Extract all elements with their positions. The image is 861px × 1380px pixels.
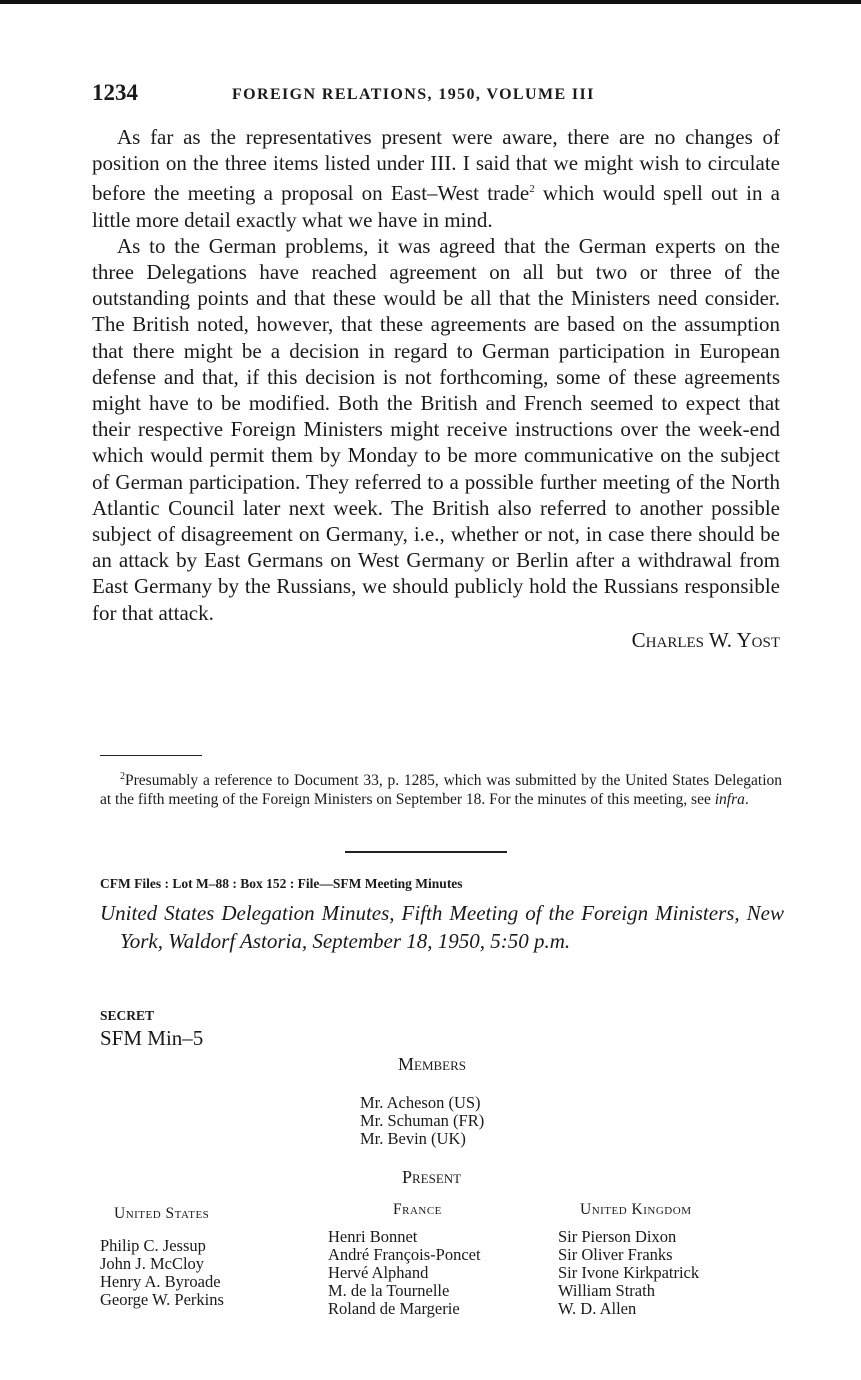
- united-states-column: [100, 1205, 224, 1309]
- france-column: [328, 1201, 481, 1318]
- page-number: 1234: [92, 80, 138, 105]
- united-kingdom-column: [558, 1201, 699, 1318]
- attendee-name: George W. Perkins: [100, 1290, 224, 1309]
- footnote-end: .: [744, 790, 749, 808]
- member-item: Mr. Acheson (US): [360, 1093, 481, 1112]
- footnote-reference: 2: [529, 183, 535, 196]
- attendee-name: Henry A. Byroade: [100, 1272, 221, 1291]
- footnote-divider: [100, 755, 202, 756]
- present-heading: Present: [402, 1167, 462, 1187]
- document-number: SFM Min–5: [100, 1026, 204, 1050]
- footnote-mark: 2: [120, 771, 125, 782]
- running-title: FOREIGN RELATIONS, 1950, VOLUME III: [232, 86, 595, 103]
- paragraph-1: [92, 124, 780, 233]
- page-top-border: [0, 0, 861, 4]
- attendee-name: M. de la Tournelle: [328, 1281, 450, 1300]
- attendee-name: Roland de Margerie: [328, 1299, 460, 1318]
- paragraph-2: As to the German problems, it was agreed that the German experts on the three Delegations have reached agreement on all but two or three of the outstanding points and that these would be all that the Ministers need consider. The British noted, however, that these agreements are based on the assumption that there might be a decision in regard to German participation in European defense and that, if this decision is not forthcoming, some of these agreements might have to be modified. Both the British and French seemed to expect that their respective Foreign Ministers might receive instructions over the week-end which would permit them by Monday to be more communicative on the subject of German participation. They referred to a possible further meeting of the North Atlantic Council later next week. The British also referred to another possible subject of disagreement on Germany, i.e., whether or not, in case there should be an attack by East Germans on West Germany or Berlin after a withdrawal from East Germany by the Russians, we should publicly hold the Russians responsible for that attack.: [92, 233, 780, 625]
- footnote-italic-ref: infra: [714, 790, 745, 808]
- attendee-name: Sir Pierson Dixon: [558, 1227, 677, 1246]
- member-item: Mr. Bevin (UK): [360, 1129, 466, 1148]
- members-heading: Members: [398, 1054, 467, 1074]
- member-item: Mr. Schuman (FR): [360, 1111, 485, 1130]
- document-title: United States Delegation Minutes, Fifth Meeting of the Foreign Ministers, New York, Waldorf Astoria, September 18, 1950, 5:50 p.m.: [100, 901, 784, 953]
- attendee-name: John J. McCloy: [100, 1254, 205, 1273]
- attendee-name: Sir Oliver Franks: [558, 1245, 673, 1264]
- footnote-text: Presumably a reference to Document 33, p. 1285, which was submitted by the United States Delegation at the fifth meeting of the Foreign Ministers on September 18. For the minutes of this meeting, see: [100, 772, 782, 808]
- attendee-name: Hervé Alphand: [328, 1263, 429, 1282]
- page-header: [92, 80, 782, 110]
- section-divider: [345, 851, 507, 853]
- attendee-name: Henri Bonnet: [328, 1227, 418, 1246]
- united-states-heading: United States: [114, 1205, 210, 1222]
- attendee-name: William Strath: [558, 1281, 655, 1300]
- attendee-name: André François-Poncet: [328, 1245, 481, 1264]
- attendee-name: Sir Ivone Kirkpatrick: [558, 1263, 700, 1282]
- footnote: [100, 768, 782, 809]
- members-list: [360, 1094, 484, 1148]
- united-kingdom-heading: United Kingdom: [580, 1201, 692, 1218]
- classification-label: SECRET: [100, 1008, 155, 1023]
- body-text: [92, 124, 780, 653]
- file-reference: CFM Files : Lot M–88 : Box 152 : File—SFM Meeting Minutes: [100, 876, 463, 891]
- france-heading: France: [393, 1201, 442, 1218]
- signature: Charles W. Yost: [631, 627, 780, 652]
- attendee-name: W. D. Allen: [558, 1299, 637, 1318]
- paragraph-1-continuation: which would spell out in a little more detail exactly what we have in mind.: [92, 181, 780, 232]
- paragraph-1-text: As far as the representatives present were aware, there are no changes of position on the three items listed under III. I said that we might wish to circulate before the meeting a proposal on East–West trade: [92, 125, 780, 206]
- attendee-name: Philip C. Jessup: [100, 1236, 206, 1255]
